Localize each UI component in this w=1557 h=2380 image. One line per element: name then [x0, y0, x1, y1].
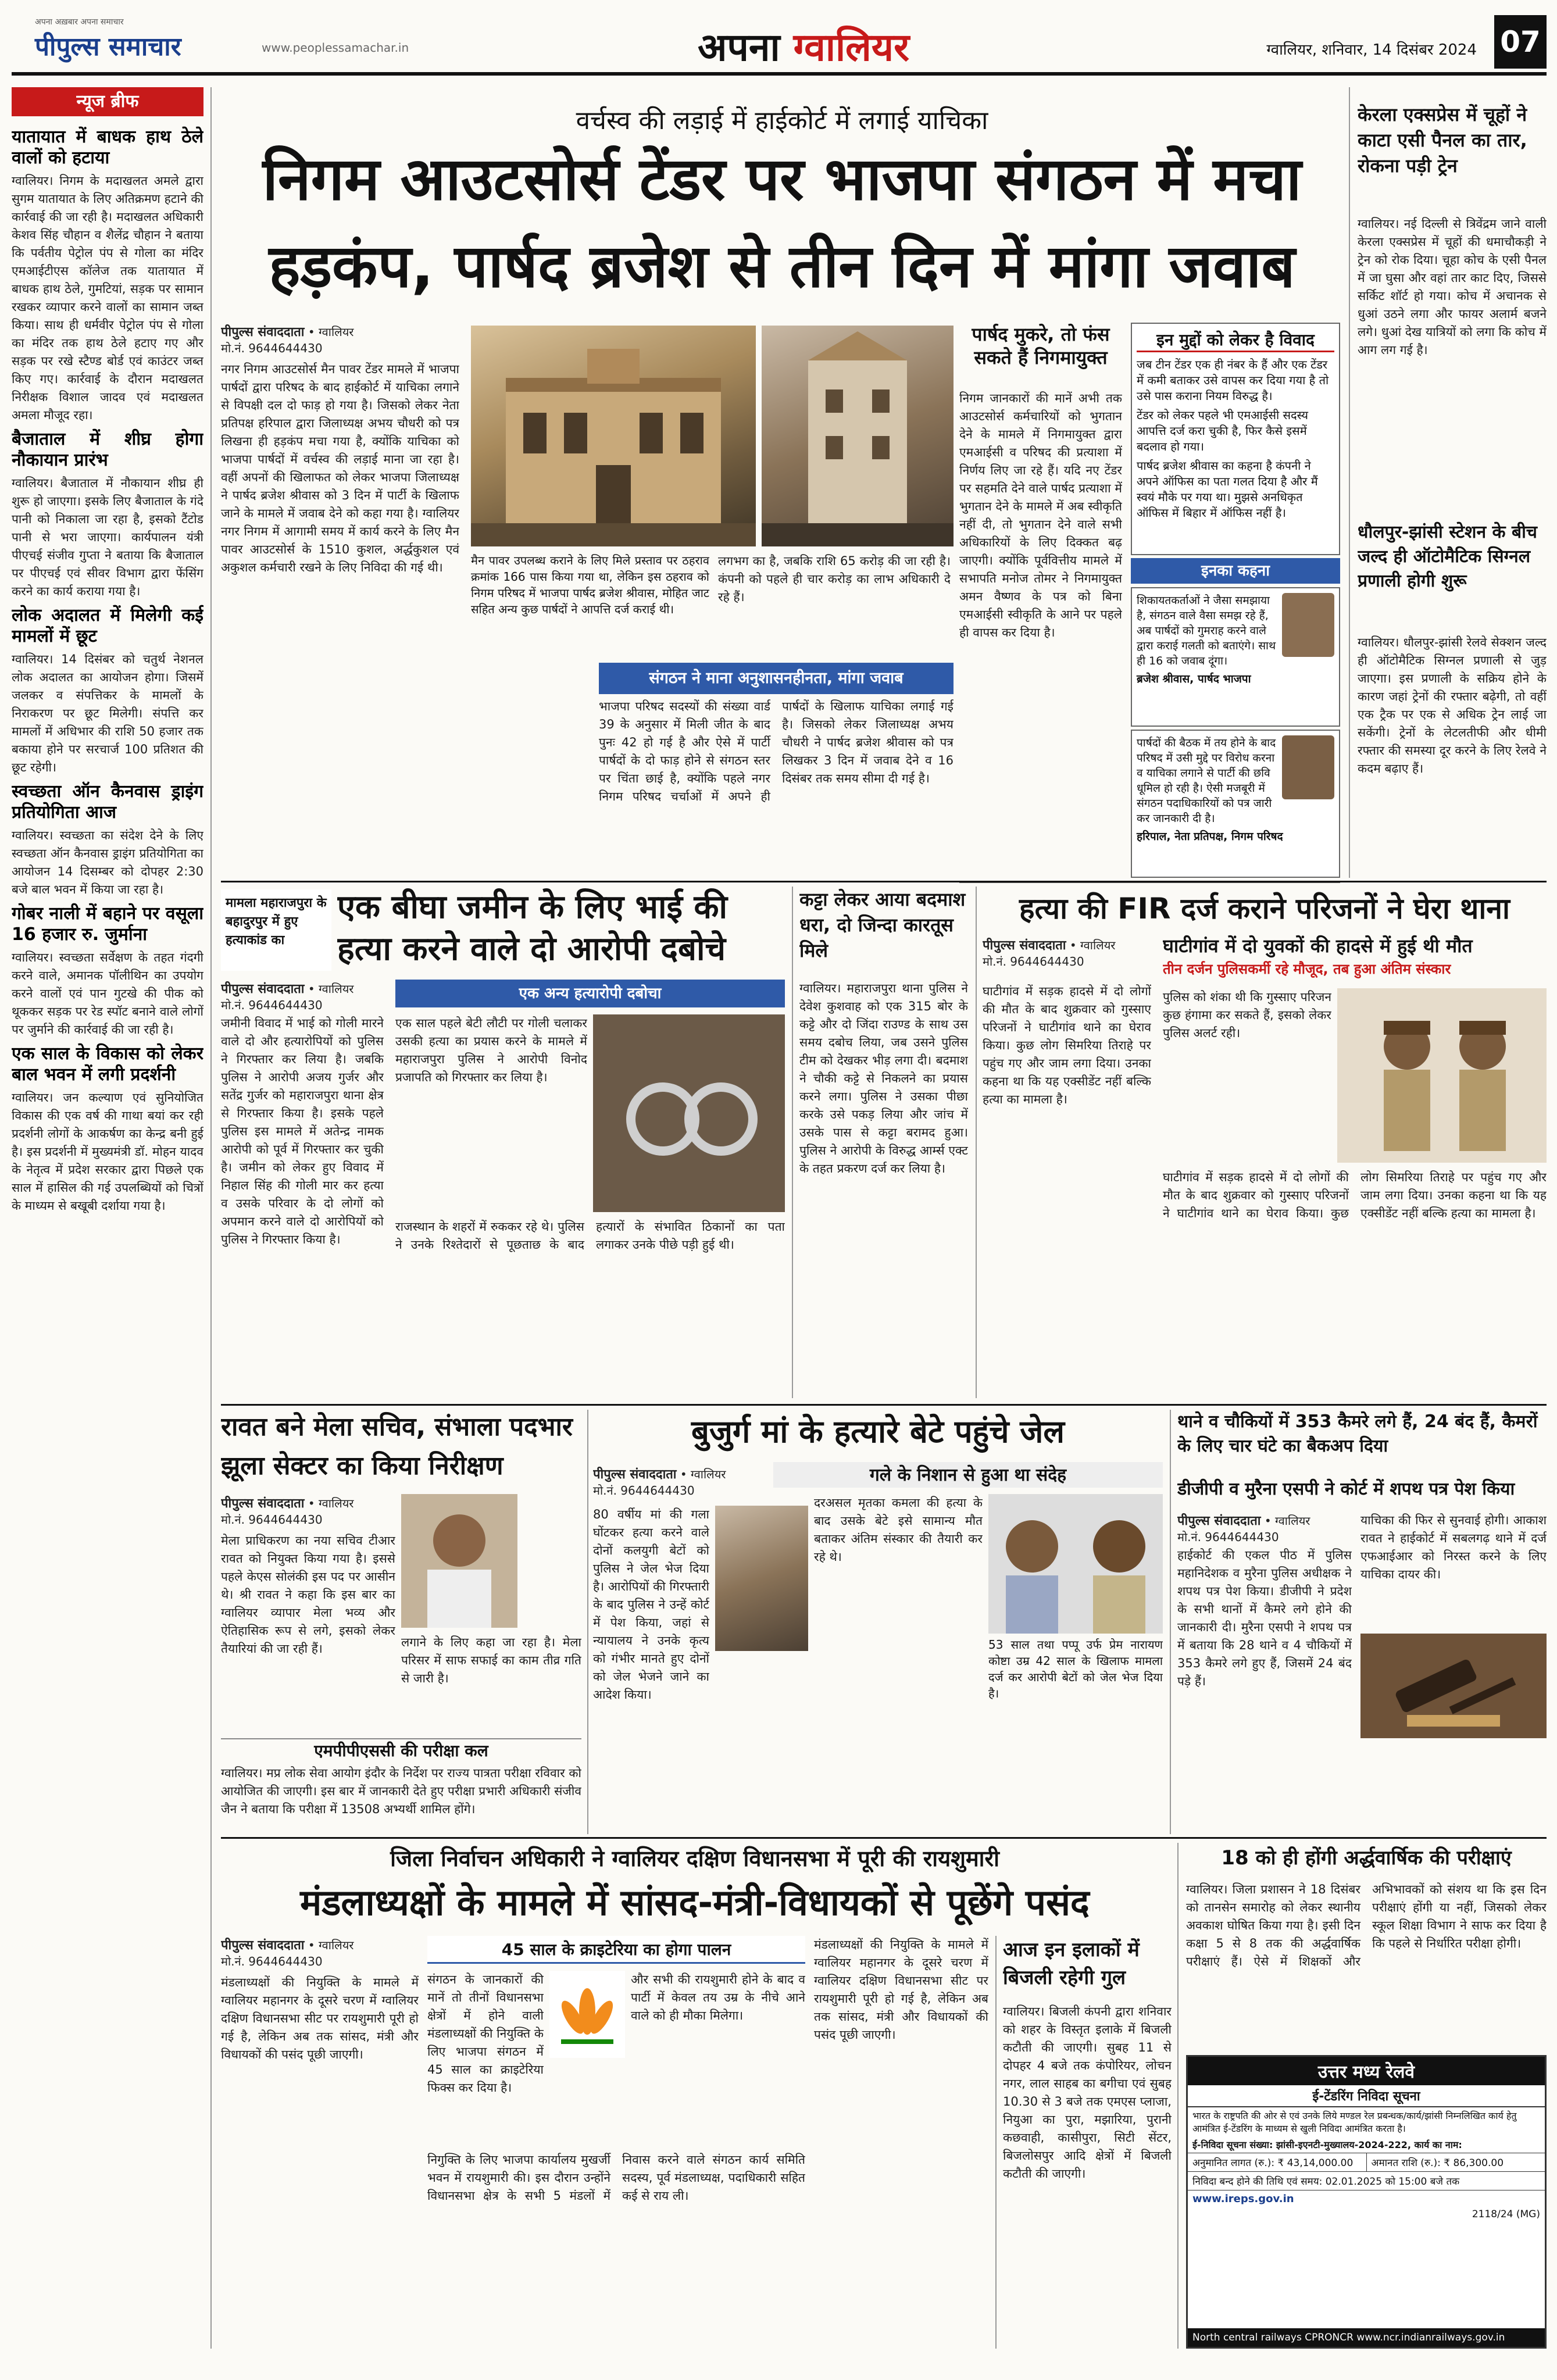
- brief-body: ग्वालियर। जन कल्याण एवं सुनियोजित विकास की एक वर्ष की गाथा बयां कर रही प्रदर्शनी लोगों के आकर्षण का केन्द्र बनी हुई है। इस प्रदर्शनी में मुख्यमंत्री डॉ. मोहन यादव के नेतृत्व में प्रदेश सरकार द्वारा पिछले एक साल में हासिल की गई उपलब्धियों को चित्रों के माध्यम से बखूबी दर्शाया गया है।: [12, 1091, 203, 1213]
- gavel-icon: [1360, 1634, 1547, 1738]
- brief-body: ग्वालियर। बैजाताल में नौकायान शीघ्र ही शुरू हो जाएगा। इसके लिए बैजाताल के गंदे पानी को निकाला जा रहा है, इसको टैंटोड पानी से भरा जाएगा। कार्यपालन यंत्री पीएचई संजीव गुप्ता ने बताया कि बैजाताल पर पीएचई एवं सीवर विभाग द्वारा फेंसिंग करने का कार्य कराया गया है।: [12, 476, 203, 598]
- lead-headline-line1: निगम आउटसोर्स टेंडर पर भाजपा संगठन में मचा: [262, 145, 1302, 214]
- murder-headline: एक बीघा जमीन के लिए भाई की हत्या करने वाले दो आरोपी दबोचे: [337, 888, 727, 968]
- byline-name: पीपुल्स संवाददाता: [593, 1467, 677, 1482]
- quote-name: हरिपाल, नेता प्रतिपक्ष, निगम परिषद: [1137, 830, 1283, 843]
- inka-kehna-label: इनका कहना: [1131, 558, 1340, 584]
- bottom-body: मंडलाध्यक्षों की नियुक्ति के मामले में ग्वालियर महानगर के दूसरे चरण में ग्वालियर दक्षिण विधानसभा सीट पर रायशुमारी पूरी हो गई है, लेकिन अब तक सांसद, मंत्री और विधायकों की पसंद पूछी जाएगी।: [221, 1975, 419, 2061]
- rawat-photo: [401, 1494, 517, 1628]
- cctv-body-2: याचिका की फिर से सुनवाई होगी। आकाश रावत ने हाईकोर्ट में सबलगढ़ थाने में दर्ज एफआईआर को निरस्त करने के लिए याचिका दायर की।: [1360, 1513, 1547, 1581]
- rail-ad-amount: अनुमानित लागत (रु.): ₹ 43,14,000.00: [1188, 2153, 1367, 2171]
- murder-sub-bar: एक अन्य हत्यारोपी दबोचा: [395, 980, 785, 1007]
- issue-item: जब टीन टेंडर एक ही नंबर के हैं और एक टेंडर में कमी बताकर उसे वापस कर दिया गया है तो उसे पास कराना नियम विरुद्ध है।: [1137, 358, 1329, 403]
- sangathan-body: भाजपा परिषद सदस्यों की संख्या वार्ड 39 के अनुसार में मिली जीत के बाद पुनः 42 हो गई है और ऐसे में पार्टी पार्षदों के दो फाड़ होने से संगठन स्तर पर चिंता छाई है, क्योंकि पहले नगर निगम परिषद चर्चाओं में अपने ही पार्षदों के खिलाफ याचिका लगाई गई है। जिसको लेकर जिलाध्यक्ष अभय चौधरी ने पार्षद ब्रजेश श्रीवास को पत्र लिखकर 3 दिन में जवाब देने व 16 दिसंबर तक समय सीमा दी गई है।: [599, 699, 954, 803]
- katta-body: ग्वालियर। महाराजपुरा थाना पुलिस ने देवेश कुशवाह को एक 315 बोर के कट्टे और दो जिंदा राउण्ड के साथ उस समय दबोच लिया, जब उसने पुलिस टीम को देखकर भीड़ लगा दी। बदमाश ने चौकी कट्टे से निकलने का प्रयास करने लगा। पुलिस ने उसका पीछा करके उसे पकड़ लिया और जांच में उसके पास से कट्टा बरामद हुआ। पुलिस ने आरोपी के विरुद्ध आर्म्स एक्ट के तहत प्रकरण दर्ज कर लिया है।: [799, 981, 968, 1175]
- brief-item: [12, 127, 203, 424]
- murder-body: जमीनी विवाद में भाई को गोली मारने वाले दो और हत्यारोपियों को पुलिस ने गिरफ्तार कर लिया है। जबकि पुलिस ने आरोपी अजय गुर्जर और सतेंद्र गुर्जर को महाराजपुरा थाना क्षेत्र से गिरफ्तार किया है। इसके पहले पुलिस इस मामले में अतेन्द्र नामक आरोपी को पूर्व में गिरफ्तार कर चुकी है। जमीन को लेकर हुए विवाद में निहाल सिंह की गोली मार कर हत्या व उसके परिवार के दो लोगों को अपमान करने वाले दो आरोपियों को पुलिस ने गिरफ्तार किया है।: [221, 1016, 384, 1246]
- exams-body: ग्वालियर। जिला प्रशासन ने 18 दिसंबर को तानसेन समारोह को लेकर स्थानीय अवकाश घोषित किया गया है। इसी दिन कक्षा 5 से 8 तक की अर्द्धवार्षिक परीक्षाएं हैं। ऐसे में शिक्षकों और अभिभावकों को संशय था कि इस दिन परीक्षाएं होंगी या नहीं, जिसको लेकर स्कूल शिक्षा विभाग ने साफ कर दिया है कि पहले से निर्धारित परीक्षा होगी।: [1186, 1882, 1547, 1968]
- fir-subhead-2: तीन दर्जन पुलिसकर्मी रहे मौजूद, तब हुआ अंतिम संस्कार: [1163, 961, 1451, 977]
- section-title: [698, 20, 909, 72]
- rail-ad-text: भारत के राष्ट्रपति की ओर से एवं उनके लिये मण्डल रेल प्रबन्धक/कार्य/झांसी निम्नलिखित कार्य हेतु आमंत्रित ई-टेंडरिंग के माध्यम से खुली निविदा आमंत्रित करता है।: [1192, 2110, 1517, 2134]
- byline-name: पीपुल्स संवाददाता: [221, 1496, 305, 1511]
- byline-mobile: मो.नं. 9644644430: [221, 1513, 323, 1527]
- brief-item: [12, 605, 203, 777]
- brief-headline: एक साल के विकास को लेकर बाल भवन में लगी प्रदर्शनी: [12, 1044, 203, 1085]
- column-divider: [792, 887, 793, 1398]
- jail-body-2: दरअसल मृतका कमला की हत्या के बाद उसके बेटे इसे सामान्य मौत बताकर अंतिम संस्कार की तैयारी कर रहे थे।: [814, 1496, 983, 1564]
- fir-body-repeat: घाटीगांव में सड़क हादसे में दो लोगों की मौत के बाद शुक्रवार को गुस्साए परिजनों ने घाटीगांव थाने का घेराव किया। कुछ लोग सिमरिया तिराहे पर पहुंच गए और जाम लगा दिया। उनका कहना था कि यह एक्सीडेंट नहीं बल्कि हत्या का मामला है।: [1163, 1170, 1547, 1220]
- issue-item: पार्षद ब्रजेश श्रीवास का कहना है कंपनी ने अपने ऑफिस का पता गलत दिया है और मैं स्वयं मौके पर गया था। मुझसे अनधिकृत ऑफिस में बिहार में ऑफिस नहीं है।: [1137, 459, 1318, 520]
- police-officer-illustration: [1337, 988, 1547, 1163]
- byline-mobile: मो.नं. 9644644430: [221, 1954, 323, 1968]
- quote-brajesh: [1131, 587, 1340, 727]
- quote-text: पार्षदों की बैठक में तय होने के बाद परिषद में उसी मुद्दे पर विरोध करना व याचिका लगाने से पार्टी की छवि धूमिल हो रही है। ऐसी मजबूरी में संगठन पदाधिकारियों को पत्र जारी कर जानकारी दी है।: [1137, 737, 1276, 825]
- bottom-headline: मंडलाध्यक्षों के मामले में सांसद-मंत्री-विधायकों से पूछेंगे पसंद: [300, 1881, 1090, 1924]
- byline-mobile: मो.नं. 9644644430: [221, 341, 323, 355]
- mppsc-headline: एमपीपीएससी की परीक्षा कल: [221, 1738, 581, 1761]
- column-divider: [976, 887, 977, 1398]
- bottom-body-5: [814, 1936, 988, 2349]
- brief-item: [12, 903, 203, 1039]
- rail-ad-closing: निविदा बन्द होने की तिथि एवं समय: 02.01.2025 को 15:00 बजे तक: [1188, 2172, 1545, 2190]
- rail-ad-title: उत्तर मध्य रेलवे: [1188, 2057, 1545, 2085]
- power-body: ग्वालियर। बिजली कंपनी द्वारा शनिवार को शहर के विस्तृत इलाके में बिजली कटौती की जाएगी। सुबह 11 से दोपहर 4 बजे तक कंपोरियर, लोचन नगर, लाल साहब का बगीचा एवं सुबह 10.30 से 3 बजे तक एमएस प्लाजा, नियुआ का पुरा, मझारिया, पुरानी कछवाही, कासीपुरा, सिटी सेंटर, बिजलोसपुर आदि क्षेत्रों में बिजली कटौती की जाएगी।: [1003, 2004, 1172, 2181]
- jail-byline: पीपुल्स संवाददाता • ग्वालियर मो.नं. 9644644430: [593, 1467, 726, 1498]
- column-divider: [210, 87, 212, 2349]
- bottom-kicker: जिला निर्वाचन अधिकारी ने ग्वालियर दक्षिण विधानसभा में पूरी की रायशुमारी: [390, 1846, 999, 1871]
- issues-list: [1137, 357, 1334, 521]
- mppsc-body: ग्वालियर। मप्र लोक सेवा आयोग इंदौर के निर्देश पर राज्य पात्रता परीक्षा रविवार को आयोजित की जाएगी। इस बार में जानकारी देते हुए परीक्षा प्रभारी अधिकारी संजीव जैन ने बताया कि परीक्षा में 13508 अभ्यर्थी शामिल होंगे।: [221, 1766, 581, 1816]
- column-divider: [1349, 87, 1350, 878]
- byline-city: ग्वालियर: [319, 982, 354, 996]
- masthead-tagline: अपना अख़बार अपना समाचार: [35, 17, 124, 27]
- bottom-sub-bar: 45 साल के क्राइटेरिया का होगा पालन: [427, 1936, 805, 1964]
- accused-photos: [988, 1494, 1163, 1634]
- jail-caption: 53 साल तथा पप्पू उर्फ प्रेम नारायण कोष्टा उम्र 42 साल के खिलाफ मामला दर्ज कर आरोपी बेटों को जेल भेज दिया है।: [988, 1638, 1163, 1700]
- mid-headline: पार्षद मुकरे, तो फंस सकते हैं निगमायुक्त: [972, 323, 1110, 369]
- lead-column-1: नगर निगम आउटसोर्स मैन पावर टेंडर मामले में भाजपा पार्षदों द्वारा परिषद के बाद हाईकोर्ट में याचिका लगाने से विपक्षी दल दो फाड़ हो गया है। जिसको लेकर नेता प्रतिपक्ष हरिपाल द्वारा जिलाध्यक्ष अभय चौधरी को पत्र लिखना ही हड़कंप मचा गया है, क्योंकि याचिका को भाजपा पार्षदों में वर्चस्व की लड़ाई माना जा रहा है। वहीं अपनों की खिलाफत को लेकर भाजपा जिलाध्यक्ष ने पार्षद ब्रजेश श्रीवास को 3 दिन में पार्टी के खिलाफ जाने के मामले में जवाब देने को कहा गया है। ग्वालियर नगर निगम में आगामी समय में कार्य करने के लिए मैन पावर आउटसोर्स के 1510 कुशल, अर्द्धकुशल एवं अकुशल कर्मचारी रखने के लिए निविदा की गई थी।: [221, 362, 459, 574]
- byline-name: पीपुल्स संवाददाता: [221, 325, 305, 340]
- rawat-headline-2: झूला सेक्टर का किया निरीक्षण: [221, 1451, 503, 1481]
- byline-name: पीपुल्स संवाददाता: [1177, 1514, 1261, 1528]
- bottom-body-4: निगुक्ति के लिए भाजपा कार्यालय मुखर्जी भवन में रायशुमारी की। इस दौरान उन्होंने विधानसभा क्षेत्र के सभी 5 मंडलों में निवास करने वाले संगठन कार्य समिति सदस्य, पूर्व मंडलाध्यक्ष, पदाधिकारी सहित कई से राय ली।: [427, 2153, 805, 2203]
- brief-headline: स्वच्छता ऑन कैनवास ड्राइंग प्रतियोगिता आज: [12, 781, 203, 823]
- jail-headline: बुजुर्ग मां के हत्यारे बेटे पहुंचे जेल: [691, 1413, 1065, 1450]
- lead-column-3: लगभग का है, जबकि राशि 65 करोड़ की जा रही है। कंपनी को पहले ही चार करोड़ का लाभ अधिकारी दे रहे हैं।: [718, 554, 951, 604]
- bjp-lotus-logo: [549, 1971, 625, 2058]
- katta-headline: कट्टा लेकर आया बदमाश धरा, दो जिन्दा कारतूस मिले: [799, 888, 966, 962]
- byline-city: ग्वालियर: [1080, 938, 1116, 952]
- news-brief-column: [12, 122, 203, 2349]
- brief-body: ग्वालियर। 14 दिसंबर को चतुर्थ नेशनल लोक अदालत का आयोजन होगा। जिसमें जलकर व संपत्तिकर के मामलों के निराकरण पर छूट मिलेगी। संपत्ति कर मामलों में अधिभार की राशि 50 हजार तक बकाया होने पर सरचार्ज 100 प्रतिशत की छूट रहेगी।: [12, 652, 203, 774]
- lead-kicker: वर्चस्व की लड़ाई में हाईकोर्ट में लगाई याचिका: [576, 106, 988, 135]
- fir-body-2: पुलिस को शंका थी कि गुस्साए परिजन कुछ हंगामा कर सकते हैं, इसको लेकर पुलिस अलर्ट रही।: [1163, 990, 1331, 1040]
- section-divider: [221, 881, 1547, 882]
- byline-name: पीपुल्स संवाददाता: [983, 938, 1066, 953]
- issues-heading: इन मुद्दों को लेकर है विवाद: [1137, 328, 1334, 352]
- byline-city: ग्वालियर: [691, 1467, 726, 1481]
- fir-headline: हत्या की FIR दर्ज कराने परिजनों ने घेरा थाना: [1019, 892, 1510, 925]
- rail-ad-footer: North central railways CPRONCR www.ncr.indianrailways.gov.in: [1188, 2328, 1545, 2347]
- cctv-headline-2: डीजीपी व मुरैना एसपी ने कोर्ट में शपथ पत्र पेश किया: [1177, 1479, 1515, 1499]
- byline-name: पीपुल्स संवाददाता: [221, 1938, 305, 1953]
- tower-illustration: [762, 326, 954, 546]
- portrait-illustration: [401, 1494, 517, 1628]
- murder-body-2: एक साल पहले बेटी लौटी पर गोली चलाकर उसकी हत्या का प्रयास करने के मामले में महाराजपुरा पुलिस ने आरोपी विनोद प्रजापति को गिरफ्तार कर लिया है।: [395, 1016, 587, 1084]
- jail-subhead: गले के निशान से हुआ था संदेह: [773, 1462, 1163, 1488]
- power-headline: आज इन इलाकों में बिजली रहेगी गुल: [1003, 1938, 1140, 1989]
- issue-item: टेंडर को लेकर पहले भी एमआईसी सदस्य आपत्ति दर्ज करा चुकी है, फिर कैसे इसमें बदलाव हो गया।: [1137, 408, 1309, 453]
- rawat-byline: पीपुल्स संवाददाता • ग्वालियर मो.नं. 9644644430: [221, 1496, 354, 1527]
- murder-body-3: राजस्थान के शहरों में रुककर रहे थे। पुलिस ने उनके रिश्तेदारों से पूछताछ के बाद हत्यारों के संभावित ठिकानों का पता लगाकर उनके पीछे पड़ी हुई थी।: [395, 1220, 785, 1252]
- law-gavel-image: [1360, 1634, 1547, 1738]
- lotus-icon: [549, 1971, 625, 2058]
- brief-headline: बैजाताल में शीघ्र होगा नौकायान प्रारंभ: [12, 429, 203, 470]
- brief-body: ग्वालियर। स्वच्छता सर्वेक्षण के तहत गंदगी करने वाले, अमानक पॉलीथिन का उपयोग करने वालों एवं पान गुटखे की पीक को थूककर सड़क पर रेड स्पॉट बनाने वाले लोगों पर जुर्माने की कार्रवाई की जा रही है।: [12, 950, 203, 1037]
- lead-photo-nigam-tower: [762, 326, 954, 546]
- murder-kicker: मामला महाराजपुरा के बहादुरपुर में हुए हत्याकांड का: [221, 889, 331, 971]
- rail-ad-code: 2118/24 (MG): [1472, 2209, 1540, 2220]
- masthead: [12, 12, 1547, 76]
- bottom-body-2: संगठन के जानकारों की मानें तो तीनों विधानसभा क्षेत्रों में होने वाली मंडलाध्यक्षों की नियुक्ति के लिए भाजपा संगठन में 45 साल का क्राइटेरिया फिक्स कर दिया है।: [427, 1972, 544, 2095]
- bottom-body-3: और सभी की रायशुमारी होने के बाद व पार्टी में केवल तय उम्र के नीचे आने वाले को ही मौका मिलेगा।: [631, 1972, 805, 2022]
- lead-photo-caption: मैन पावर उपलब्ध कराने के लिए मिले प्रस्ताव पर ठहराव क्रमांक 166 पास किया गया था, लेकिन इस ठहराव को निगम परिषद में भाजपा पार्षद ब्रजेश श्रीवास, मोहित जाट सहित अन्य कुछ पार्षदों ने आपत्ति दर्ज कराई थी।: [471, 553, 709, 616]
- brief-item: [12, 1044, 203, 1215]
- rail-ad-subtitle: ई-टेंडरिंग निविदा सूचना: [1188, 2085, 1545, 2107]
- brief-item: [12, 429, 203, 601]
- brief-headline: यातायात में बाधक हाथ ठेले वालों को हटाया: [12, 127, 203, 168]
- lead-photo-nagar-nigam-building: [471, 326, 756, 546]
- murder-byline: पीपुल्स संवाददाता • ग्वालियर मो.नं. 9644644430: [221, 982, 354, 1012]
- section-divider: [221, 1837, 1547, 1839]
- column-divider: [1177, 1843, 1179, 2349]
- jail-body: 80 वर्षीय मां की गला घोंटकर हत्या करने वाले दोनों कलयुगी बेटों को पुलिस ने जेल भेज दिया है। आरोपियों की गिरफ्तारी के बाद पुलिस ने उन्हें कोर्ट में पेश किया, जहां से न्यायालय ने उनके कृत्य को गंभीर मानते हुए दोनों को जेल भेजने जाने का आदेश किया।: [593, 1507, 709, 1702]
- cctv-headline: थाने व चौकियों में 353 कैमरे लगे हैं, 24 बंद हैं, कैमरों के लिए चार घंटे का बैकअप दिया: [1177, 1411, 1538, 1456]
- section-title-a: अपना: [698, 25, 780, 70]
- rail-ad-emd: अमानत राशि (रु.): ₹ 86,300.00: [1371, 2157, 1504, 2169]
- fir-subhead: घाटीगांव में दो युवकों की हादसे में हुई थी मौत: [1163, 935, 1473, 957]
- quote-text: शिकायतकर्ताओं ने जैसा समझाया है, संगठन वाले वैसा समझ रहे हैं, अब पार्षदों को गुमराह करने वाले द्वारा कराई गलती को बताएंगे। साथ ही 16 को जवाब दूंगा।: [1137, 594, 1276, 667]
- police-photo: [1337, 988, 1547, 1163]
- building-illustration: [471, 326, 756, 546]
- brief-headline: गोबर नाली में बहाने पर वसूला 16 हजार रु. जुर्माना: [12, 903, 203, 945]
- byline-mobile: मो.नं. 9644644430: [221, 998, 323, 1012]
- brief-headline: लोक अदालत में मिलेगी कई मामलों में छूट: [12, 605, 203, 646]
- brief-body: ग्वालियर। स्वच्छता का संदेश देने के लिए स्वच्छता ऑन कैनवास ड्राइंग प्रतियोगिता का आयोजन 14 दिसम्बर को दोपहर 2:30 बजे बाल भवन में किया जा रहा है।: [12, 828, 203, 896]
- rawat-body: मेला प्राधिकरण का नया सचिव टीआर रावत को नियुक्त किया गया है। इससे पहले केएस सोलंकी इस पद पर आसीन थे। श्री रावत ने कहा कि इस बार का ग्वालियर व्यापार मेला भव्य और ऐतिहासिक रूप से लगे, इसको लेकर तैयारियां की जा रही हैं।: [221, 1534, 395, 1656]
- website-url[interactable]: www.peoplessamachar.in: [262, 41, 409, 55]
- signal-headline: धौलपुर-झांसी स्टेशन के बीच जल्द ही ऑटोमैटिक सिग्नल प्रणाली होगी शुरू: [1358, 522, 1537, 591]
- byline-name: पीपुल्स संवाददाता: [221, 982, 305, 996]
- byline-city: ग्वालियर: [1275, 1514, 1310, 1528]
- page-number: 07: [1494, 15, 1547, 69]
- railway-tender-ad: [1186, 2055, 1547, 2349]
- lead-byline: पीपुल्स संवाददाता • ग्वालियर मो.नं. 9644644430: [221, 325, 354, 355]
- avatar: [1282, 593, 1334, 657]
- cctv-body: हाईकोर्ट की एकल पीठ में पुलिस महानिदेशक व मुरैना पुलिस अधीक्षक ने शपथ पत्र पेश किया। डीजीपी ने प्रदेश के सभी थानों में कैमरे लगे होने की जानकारी दी। मुरैना एसपी ने शपथ पत्र में बताया कि 28 थाने व 4 चौकियों में 353 कैमरे लगे हुए हैं, जिसमें 24 बंद पड़े हैं।: [1177, 1548, 1352, 1688]
- newspaper-logo[interactable]: पीपुल्स समाचार: [35, 32, 181, 62]
- cctv-byline: पीपुल्स संवाददाता • ग्वालियर मो.नं. 9644644430: [1177, 1514, 1310, 1544]
- quote-haripal: [1131, 730, 1340, 878]
- brief-body: ग्वालियर। निगम के मदाखलत अमले द्वारा सुगम यातायात के लिए अतिक्रमण हटाने की कार्रवाई की जा रही है। मदाखलत अधिकारी केशव सिंह चौहान व शैलेंद्र चौहान ने बताया कि पर्वतीय पेट्रोल पंप से गोला का मंदिर एमआईटीएस कॉलेज तक यातायात में बाधक हाथ ठेले, गुमटियां, सड़क पर सामान रखकर व्यापार करने वालों का सामान जब्त किया। साथ ही धर्मवीर पेट्रोल पंप से गोला का मंदिर तक हाथ ठेले हटाए गए और सड़क पर रखे स्टैण्ड बोर्ड एवं काउंटर जब्त किए गए। कार्रवाई के दौरान मदाखलत निरीक्षक विशाल जादव एवं मदाखलत अमला मौजूद रहा।: [12, 174, 203, 422]
- quote-name: ब्रजेश श्रीवास, पार्षद भाजपा: [1137, 673, 1251, 685]
- news-brief-label: न्यूज ब्रीफ: [12, 87, 203, 116]
- rawat-headline: रावत बने मेला सचिव, संभाला पदभार: [221, 1412, 573, 1442]
- exams-headline: 18 को ही होंगी अर्द्धवार्षिक की परीक्षाएं: [1221, 1846, 1512, 1870]
- brief-item: [12, 781, 203, 899]
- fir-body-3: [1163, 1168, 1547, 1398]
- lead-headline-line2: हड़कंप, पार्षद ब्रजेश से तीन दिन में मांगा जवाब: [269, 233, 1295, 301]
- byline-city: ग्वालियर: [319, 1938, 354, 1952]
- kerala-express-body: ग्वालियर। नई दिल्ली से त्रिवेंद्रम जाने वाली केरला एक्सप्रेस में चूहों की धमाचौकड़ी ने ट्रेन को रोक दिया। चूहा कोच के एसी पैनल में जा घुसा और वहां तार काट दिए, जिससे सर्किट शॉर्ट हो गया। कोच में अचानक से धुआं उठने लगा और फायर अलार्म बजने लगे। धुआं देख यात्रियों को लगा कि कोच में आग लग गई है।: [1358, 217, 1547, 357]
- victim-photo: [715, 1506, 808, 1651]
- fir-body: घाटीगांव में सड़क हादसे में दो लोगों की मौत के बाद शुक्रवार को गुस्साए परिजनों ने घाटीगांव थाने का घेराव किया। कुछ लोग सिमरिया तिराहे पर पहुंच गए और जाम लगा दिया। उनका कहना था कि यह एक्सीडेंट नहीं बल्कि हत्या का मामला है।: [983, 984, 1151, 1106]
- avatar: [1282, 735, 1334, 799]
- signal-body: ग्वालियर। धौलपुर-झांसी रेलवे सेक्शन जल्द ही ऑटोमैटिक सिग्नल प्रणाली से जुड़ जाएगा। इस प्रणाली के सक्रिय होने के कारण जहां ट्रेनों की रफ्तार बढ़ेगी, तो वहीं एक ट्रैक पर एक से अधिक ट्रेन लाई जा सकेंगी। ट्रेनों के लेटलतीफी और धीमी रफ्तार की समस्या दूर करने के लिए रेलवे ने कदम बढ़ाए हैं।: [1358, 635, 1547, 776]
- handcuff-photo: [593, 1014, 785, 1212]
- accused-portraits: [988, 1494, 1163, 1634]
- bottom-byline: पीपुल्स संवाददाता • ग्वालियर मो.नं. 9644644430: [221, 1938, 354, 1968]
- column-divider: [1170, 1410, 1171, 1834]
- column-divider: [587, 1410, 588, 1834]
- section-divider: [221, 1404, 1547, 1406]
- column-divider: [995, 1936, 997, 2349]
- byline-city: ग्वालियर: [319, 1496, 354, 1510]
- section-title-b: ग्वालियर: [793, 25, 910, 70]
- kerala-express-headline: केरला एक्सप्रेस में चूहों ने काटा एसी पैनल का तार, रोकना पड़ी ट्रेन: [1358, 103, 1527, 177]
- rail-ad-amounts: [1188, 2153, 1545, 2172]
- bottom-body-repeat: मंडलाध्यक्षों की नियुक्ति के मामले में ग्वालियर महानगर के दूसरे चरण में ग्वालियर दक्षिण विधानसभा सीट पर रायशुमारी पूरी हो गई है, लेकिन अब तक सांसद, मंत्री और विधायकों की पसंद पूछी जाएगी।: [814, 1938, 988, 2042]
- byline-mobile: मो.नं. 9644644430: [593, 1484, 695, 1498]
- mid-body: निगम जानकारों की मानें अभी तक आउटसोर्स कर्मचारियों को भुगतान देने के मामले में निगमायुक्त द्वारा एमआईसी व परिषद की प्रत्याशा में निर्णय लिए जा रहे हैं। यदि नए टेंडर पर सहमति देने वाले पार्षद प्रत्याशा में भुगतान देने के मामले में अब स्वीकृति नहीं दी, तो भुगतान देने वाले सभी अधिकारियों के लिए दिक्कत बढ़ जाएगी। क्योंकि पूर्ववित्तीय मामले में सभापति मनोज तोमर ने निगमायुक्त अमन वैष्णव के पत्र को बिना एमआईसी स्वीकृति के आने पर पहले ही वापस कर दिया है।: [959, 391, 1122, 639]
- byline-mobile: मो.नं. 9644644430: [983, 955, 1084, 969]
- issues-box: [1131, 323, 1340, 555]
- rail-ad-web[interactable]: www.ireps.gov.in: [1192, 2193, 1294, 2205]
- byline-city: ग्वालियर: [319, 325, 354, 339]
- dateline: ग्वालियर, शनिवार, 14 दिसंबर 2024: [1266, 41, 1477, 59]
- handcuffs-icon: [593, 1014, 785, 1212]
- sangathan-heading: संगठन ने माना अनुशासनहीनता, मांगा जवाब: [599, 663, 954, 694]
- rail-ad-notice: ई-निविदा सूचना संख्या: झांसी-इएनटी-मुख्यालय-2024-222, कार्य का नाम:: [1192, 2139, 1462, 2150]
- byline-mobile: मो.नं. 9644644430: [1177, 1530, 1279, 1544]
- fir-byline: पीपुल्स संवाददाता • ग्वालियर मो.नं. 9644644430: [983, 938, 1116, 969]
- rawat-body-2: लगाने के लिए कहा जा रहा है। मेला परिसर में साफ सफाई का काम तीव्र गति से जारी है।: [401, 1635, 581, 1685]
